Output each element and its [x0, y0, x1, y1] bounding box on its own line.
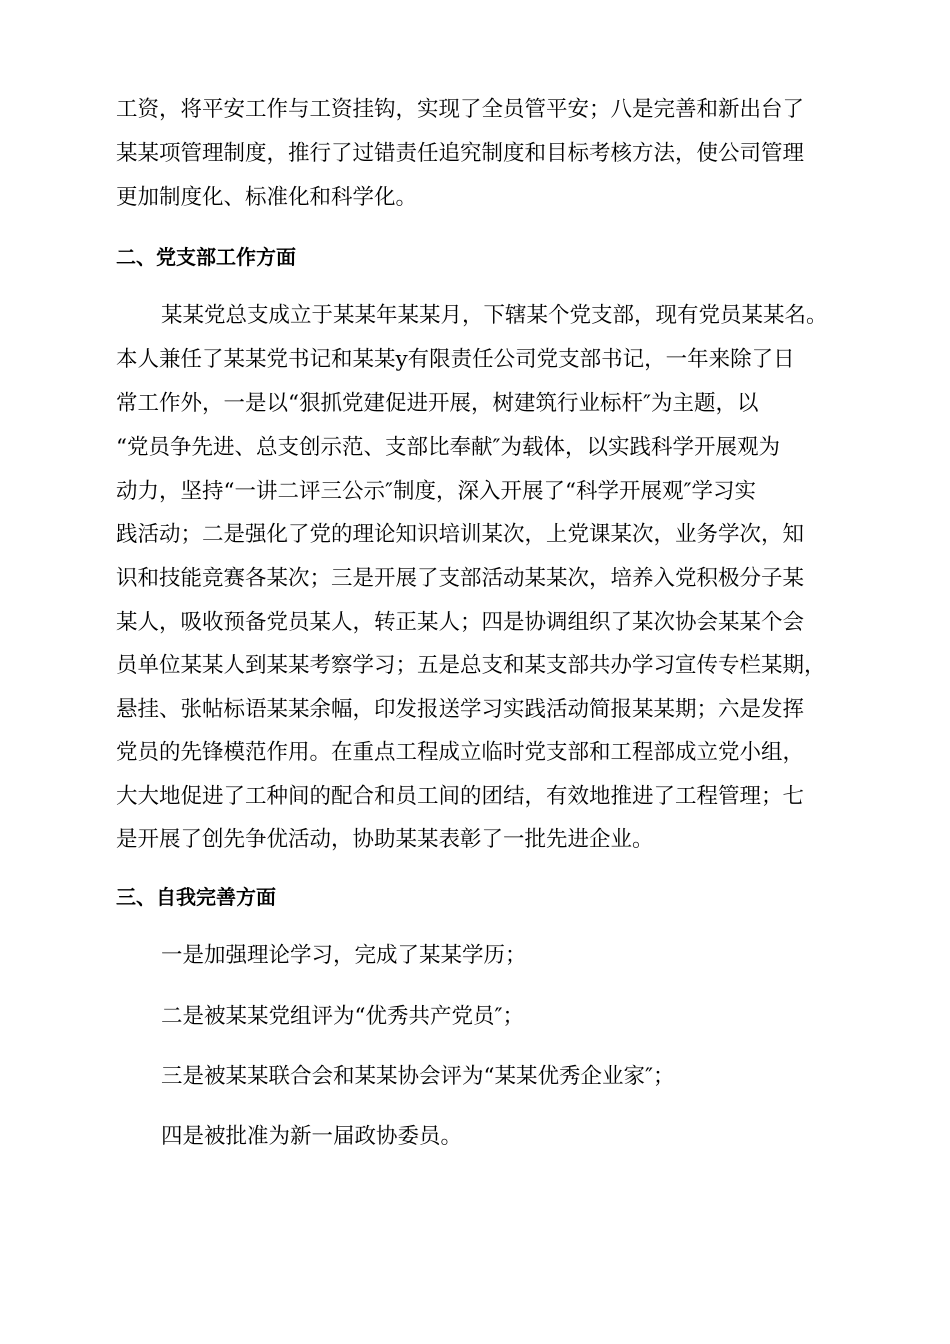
paragraph-line: 悬挂、张帖标语某某余幅，印发报送学习实践活动简报某某期；六是发挥 [116, 697, 805, 722]
paragraph-line: 是开展了创先争优活动，协助某某表彰了一批先进企业。 [116, 827, 654, 852]
paragraph-line: 某某项管理制度，推行了过错责任追究制度和目标考核方法，使公司管理 [116, 141, 805, 166]
paragraph-line: 更加制度化、标准化和科学化。 [116, 185, 418, 210]
list-item: 三是被某某联合会和某某协会评为“某某优秀企业家″； [161, 1064, 675, 1089]
paragraph-line: 某某党总支成立于某某年某某月，下辖某个党支部，现有党员某某名。 [161, 303, 828, 328]
paragraph-line: 常工作外，一是以“狠抓党建促进开展，树建筑行业标杆″为主题，以 [116, 391, 759, 416]
section-heading: 三、自我完善方面 [116, 885, 276, 909]
paragraph-line: 某人，吸收预备党员某人，转正某人；四是协调组织了某次协会某某个会 [116, 610, 805, 635]
list-item: 二是被某某党组评为“优秀共产党员″； [161, 1004, 525, 1029]
paragraph-line: 识和技能竞赛各某次；三是开展了支部活动某某次，培养入党积极分子某 [116, 566, 805, 591]
paragraph-line: 大大地促进了工种间的配合和员工间的团结，有效地推进了工程管理；七 [116, 784, 805, 809]
paragraph-line: 践活动；二是强化了党的理论知识培训某次，上党课某次，业务学次，知 [116, 522, 805, 547]
list-item: 四是被批准为新一届政协委员。 [161, 1124, 463, 1149]
paragraph-line: 动力，坚持“一讲二评三公示″制度，深入开展了“科学开展观″学习实 [116, 479, 757, 504]
paragraph-line: “党员争先进、总支创示范、支部比奉献″为载体，以实践科学开展观为 [116, 435, 781, 460]
paragraph-line: 员单位某某人到某某考察学习；五是总支和某支部共办学习宣传专栏某期， [116, 653, 826, 678]
paragraph-line: 本人兼任了某某党书记和某某y有限责任公司党支部书记，一年来除了日 [116, 347, 795, 372]
list-item: 一是加强理论学习，完成了某某学历； [161, 943, 527, 968]
paragraph-line: 工资，将平安工作与工资挂钩，实现了全员管平安；八是完善和新出台了 [116, 97, 805, 122]
paragraph-line: 党员的先锋模范作用。在重点工程成立临时党支部和工程部成立党小组， [116, 740, 805, 765]
section-heading: 二、党支部工作方面 [116, 245, 296, 269]
